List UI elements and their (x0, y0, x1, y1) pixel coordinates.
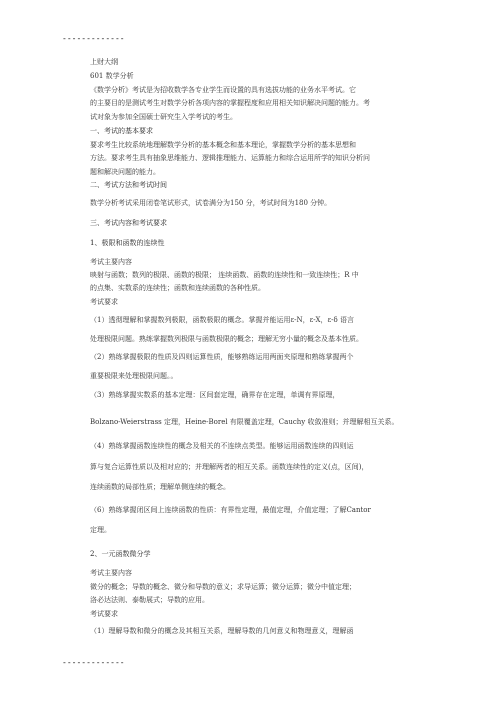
section-heading: 三、考试内容和考试要求 (90, 219, 167, 227)
paragraph-line: 洛必达法则、泰勒展式；导数的应用。 (90, 596, 209, 604)
paragraph-line: Bolzano-Weierstrass 定理，Heine-Borel 有限覆盖定理，Cauchy 收敛准则；并理解相互关系。 (90, 418, 399, 426)
paragraph-line: 考试主要内容 (90, 569, 132, 577)
paragraph-line: （6）熟练掌握闭区间上连续函数的性质：有界性定理，最值定理，介值定理；了解Cantor (90, 506, 371, 514)
paragraph-line: （3）熟练掌握实数系的基本定理：区间套定理，确界存在定理，单调有界原理， (90, 391, 340, 399)
paragraph-line: 的主要目的是测试考生对数学分析各项内容的掌握程度和应用相关知识解决问题的能力。考 (90, 99, 370, 107)
separator-bottom: ------------- (62, 658, 125, 667)
paragraph-line: 重要极限来处理极限问题。。 (90, 372, 178, 380)
paragraph-line: 考试主要内容 (90, 258, 132, 266)
paragraph-line: 数学分析考试采用闭卷笔试形式，试卷满分为150 分，考试时间为180 分钟。 (90, 199, 332, 207)
paragraph-line: （2）熟练掌握极限的性质及四则运算性质，能够熟练运用两面夹原理和熟练掌握两个 (90, 353, 354, 361)
paragraph-line: 考试要求 (90, 298, 118, 306)
paragraph-line: 处理极限问题。熟练掌握数列极限与函数极限的概念；理解无穷小量的概念及基本性质。 (90, 335, 363, 343)
subsection-heading: 1、极限和函数的连续性 (90, 239, 165, 247)
doc-title: 上财大纲 (90, 58, 118, 66)
paragraph-line: 要求考生比较系统地理解数学分析的基本概念和基本理论，掌握数学分析的基本思想和 (90, 141, 356, 149)
paragraph-line: 映射与函数；数列的极限、函数的极限； 连续函数、函数的连续性和一致连续性；R 中 (90, 271, 359, 279)
section-heading: 一、考试的基本要求 (90, 127, 153, 135)
paragraph-line: 方法。要求考生具有抽象思维能力、逻辑推理能力、运算能力和综合运用所学的知识分析问 (90, 154, 370, 162)
paragraph-line: （4）熟练掌握函数连续性的概念及相关的不连续点类型。能够运用函数连续的四则运 (90, 442, 354, 450)
paragraph-line: 试对象为参加全国硕士研究生入学考试的考生。 (90, 113, 237, 121)
paragraph-line: 《数学分析》考试是为招收数学各专业学生而设置的具有选拔功能的业务水平考试。它 (90, 86, 356, 94)
subsection-heading: 2、一元函数微分学 (90, 550, 151, 558)
paragraph-line: （1）理解导数和微分的概念及其相互关系，理解导数的几何意义和物理意义，理解函 (90, 627, 354, 635)
paragraph-line: 算与复合运算性质以及相对应的；并理解两者的相互关系。函数连续性的定义(点，区间)， (90, 463, 369, 471)
paragraph-line: （1）透彻理解和掌握数列极限，函数极限的概念。掌握并能运用ε-N，ε-X，ε-δ 语言 (90, 316, 354, 324)
paragraph-line: 考试要求 (90, 610, 118, 618)
paragraph-line: 定理。 (90, 526, 111, 534)
paragraph-line: 题和解决问题的能力。 (90, 168, 160, 176)
paragraph-line: 的点集、实数系的连续性；函数和连续函数的各种性质。 (90, 284, 265, 292)
course-code: 601 数学分析 (90, 72, 134, 80)
paragraph-line: 连续函数的局部性质；理解单侧连续的概念。 (90, 483, 230, 491)
section-heading: 二、考试方法和考试时间 (90, 181, 167, 189)
separator-top: ------------- (62, 34, 125, 43)
paragraph-line: 微分的概念；导数的概念、微分和导数的意义；求导运算；微分运算；微分中值定理； (90, 583, 356, 591)
